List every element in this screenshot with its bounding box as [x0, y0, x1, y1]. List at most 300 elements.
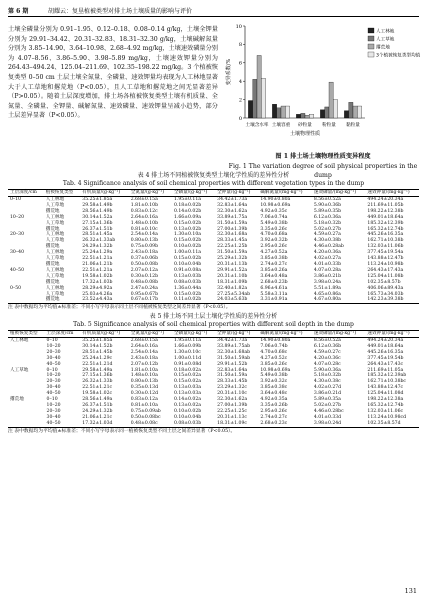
column-header: 全磷量/(g·kg⁻¹) — [172, 331, 215, 338]
table-cell: 0–10 — [10, 197, 22, 202]
table-cell: 2.95±0.26c — [260, 408, 288, 414]
bar — [257, 55, 261, 118]
table-cell: 2.07±0.12a — [130, 267, 158, 273]
table-cell: 0.83±0.12c — [130, 208, 158, 214]
table-cell: 4.70±0.68c — [260, 349, 288, 355]
table-cell: 2.54±0.14a — [130, 232, 158, 238]
figure-1 — [225, 20, 421, 150]
table5-caption-en: Tab. 5 Significance analysis of soil chemical properties with different soil depth in the dump — [73, 321, 354, 328]
table-cell: 34.42±1.73a — [217, 197, 248, 202]
table-cell: 10–20 — [46, 402, 61, 408]
table-4 — [8, 189, 419, 304]
table-cell: 1.36±0.44a — [173, 285, 201, 291]
table5-note: 注 表中数据均为平均值±标准差；不同小写字母表示同一植被恢复类型不同土层之间差异显著（P<0.05）。 — [8, 429, 236, 434]
legend-label: 人工草地 — [376, 37, 395, 43]
table-cell: 2.68±0.15a — [130, 197, 158, 202]
table-cell: 143.88±12.47b — [367, 256, 404, 262]
table-cell: 14.90±0.80a — [260, 197, 291, 202]
table-cell: 22.51±1.21c — [82, 385, 113, 391]
table-cell: 35.25±1.85a — [82, 197, 113, 202]
table-cell: 4.46±0.28ab — [313, 244, 344, 250]
table-cell: 20–30 — [10, 232, 24, 238]
table-cell: 0.15±0.02a — [173, 373, 201, 379]
table-cell: 0–10 — [46, 338, 58, 343]
bar — [272, 104, 276, 118]
table-cell: 40–50 — [46, 391, 61, 397]
table-cell: 2.64±0.16a — [130, 214, 158, 220]
table-cell: 0.13±0.02b — [173, 226, 202, 232]
table-cell: 1.95±0.11a — [173, 338, 201, 343]
table-cell: 25.29±1.32b — [217, 256, 248, 262]
bar — [357, 106, 361, 118]
column-header: 有机质量/(g·kg⁻¹) — [80, 190, 129, 197]
table-cell: 27.00±1.39b — [217, 402, 248, 408]
bar — [320, 110, 324, 118]
column-header: 土层深度/cm — [45, 331, 81, 338]
table-cell: 22.25±1.25c — [217, 408, 247, 414]
table-cell: 1.66±0.09b — [173, 343, 202, 349]
y-tick-label: 8 — [238, 42, 242, 49]
table-cell: 17.32±1.03d — [80, 421, 129, 427]
table-cell: 125.04±11.08b — [367, 273, 404, 279]
column-header: 有机质量/(g·kg⁻¹) — [80, 331, 129, 338]
table-cell: 0.18±0.02a — [173, 367, 201, 373]
table-cell: 20.31±1.13c — [217, 414, 247, 420]
table-cell: 1.81±0.10a — [130, 367, 158, 373]
table-cell: 26.32±1.33b — [82, 379, 113, 385]
table-cell: 20.31±1.10b — [217, 273, 248, 279]
table-cell: 32.30±1.62a — [217, 397, 248, 403]
table-cell: 18.31±1.09c — [215, 421, 258, 427]
table-cell: 20–30 — [46, 379, 61, 385]
body-paragraph: 土壤全磷量分别为 0.91–1.95、0.12–0.18、0.08–0.14 g/kg，土壤全钾量分别为 29.91–34.42、20.31–32.83、18.31–32.30 g/kg，土壤碱解氮量分别为 3.85–14.90、3.64–10.98、2.68–4.92 mg/kg，土壤速效磷量分别为 4.07–8.56、3.86–5.90、3.98–5.89 mg/kg，土壤速效钾量分别为 264.43–494.24、125.04–211.69、102.35–198.22 mg/kg。3 个植被恢复类型 0–50 cm 土层土壤全氮量、全磷量、速效钾量均表现为人工林地显著大于人工草地和撂荒地（P<0.05），且人工草地和撂荒地之间无显著差异（P>0.05）。随着土层深度增加，排土场各植被恢复类型土壤有机质量、全氮量、全磷量、全钾量、碱解氮量、速效磷量、速效钾量呈减小趋势，部分土层差异显著（P<0.05）。 — [8, 26, 218, 120]
bar — [248, 101, 252, 118]
figure-caption-cn: 图 1 排土场土壤物理性质变异程度 — [275, 153, 371, 160]
bar — [333, 100, 337, 118]
bar — [281, 106, 285, 118]
table-cell: 3.85±0.26a — [260, 267, 288, 273]
table-cell: 5.89±0.35a — [313, 397, 341, 403]
bar — [296, 114, 300, 118]
table-cell: 30.14±1.52a — [82, 214, 113, 220]
table-cell: 113.24±10.98cd — [367, 414, 407, 420]
table-cell: 40–50 — [46, 361, 61, 367]
table-cell: 撂荒地 — [44, 297, 81, 303]
table-cell: 0.95±0.67b — [130, 291, 159, 297]
bar — [353, 106, 357, 118]
table-cell: 10–20 — [46, 343, 61, 349]
table-cell: 28.51±1.45a — [82, 232, 113, 238]
table-cell: 28.56±1.49a — [82, 397, 113, 403]
table-cell: 10.98±0.69a — [260, 367, 291, 373]
column-header: 速效钾量/(mg·kg⁻¹) — [365, 190, 419, 197]
table-cell: 30–40 — [46, 414, 61, 420]
table-cell: 40–50 — [10, 267, 24, 273]
table-cell: 人工草地 — [45, 256, 65, 262]
table-cell: 0.80±0.13b — [130, 379, 159, 385]
table-cell: 撂荒地 — [45, 261, 60, 267]
table-cell: 31.50±1.59a — [217, 220, 248, 226]
table-cell: 撂荒地 — [45, 244, 60, 250]
table-cell: 132.03±11.06c — [367, 408, 404, 414]
table-cell: 人工草地 — [45, 238, 65, 244]
table-cell: 1.00±0.11a — [173, 250, 201, 256]
table-cell: 494.24±20.34a — [367, 197, 404, 202]
column-header: 全钾量/(g·kg⁻¹) — [215, 190, 258, 197]
table-cell: 0.13±0.03b — [173, 273, 202, 279]
table-cell: 4.30±0.38c — [313, 379, 341, 385]
table-cell — [8, 297, 44, 303]
table-cell: 35.25±1.85a — [82, 338, 113, 343]
table-cell: 24.29±1.32b — [82, 408, 113, 414]
table-cell: 494.24±20.34a — [367, 338, 404, 343]
table-cell: 3.92±0.32c — [260, 379, 288, 385]
table-cell: 人工林地 — [10, 338, 29, 343]
column-header: 植被恢复类型 — [8, 331, 45, 338]
table-cell: 40–50 — [45, 421, 81, 427]
table-cell: 人工草地 — [45, 202, 65, 208]
table-cell: 22.51±1.21d — [82, 361, 113, 367]
table-cell: 3.85±0.38c — [260, 385, 288, 391]
table-row — [8, 421, 419, 427]
table-cell: 264.43±17.43a — [367, 267, 404, 273]
table-cell: 32.40±1.82a — [217, 285, 248, 291]
legend-swatch — [368, 28, 374, 33]
page-header — [8, 5, 419, 17]
table-cell: 0–10 — [46, 367, 58, 373]
table-cell: 102.35±8.57d — [365, 421, 419, 427]
table-cell: 10–20 — [46, 373, 61, 379]
table-cell: 1.00±0.11d — [173, 355, 202, 361]
table-cell: 1.48±0.10a — [130, 373, 158, 379]
table-cell: 162.71±10.38bc — [367, 379, 407, 385]
table-cell: 6.12±0.36a — [313, 214, 341, 220]
table-cell: 165.73±34.03b — [367, 291, 404, 297]
table-cell: 185.32±12.39b — [367, 220, 404, 226]
table-cell: 0.30±0.12b — [130, 273, 159, 279]
table-cell: 撂荒地 — [45, 208, 60, 214]
table-cell: 0.75±0.09ab — [130, 408, 161, 414]
table-cell: 3.64±0.48c — [260, 391, 288, 397]
column-header: 植被恢复类型 — [44, 190, 81, 197]
table-cell: 4.92±0.35a — [260, 397, 288, 403]
table-cell: 0.30±0.12d — [130, 391, 159, 397]
table-cell: 0.10±0.04b — [173, 414, 202, 420]
table-cell: 19.58±1.02c — [82, 391, 113, 397]
table-cell: 5.58±3.11a — [260, 291, 288, 297]
table-cell: 20–30 — [46, 408, 61, 414]
table-cell: 人工草地 — [10, 367, 29, 373]
table-cell: 22.51±1.21a — [82, 267, 113, 273]
table-cell: 人工草地 — [45, 220, 65, 226]
table-cell: 377.45±19.54b — [367, 355, 404, 361]
table-cell: 6.12±0.36b — [313, 343, 342, 349]
table-cell: 27.25±5.34ab — [217, 291, 251, 297]
running-title: 胡耀云：复垦植被类型对排土场土壤质量的影响与评价 — [48, 8, 193, 15]
table-cell: 4.01±0.33b — [313, 261, 342, 267]
table-cell: 162.71±10.38b — [367, 238, 404, 244]
table-cell — [8, 421, 45, 427]
table-cell: 198.22±12.38a — [367, 397, 404, 403]
table-cell: 5.89±0.35b — [313, 208, 342, 214]
table-cell: 3.86±0.21b — [313, 273, 342, 279]
table-cell: 34.42±1.73a — [217, 338, 248, 343]
table-cell: 人工林地 — [45, 267, 65, 273]
figure-caption-en: Fig. 1 The variation degree of soil physical properties in the dump — [228, 162, 418, 180]
column-header: 全氮量/(g·kg⁻¹) — [129, 190, 172, 197]
table-cell: 0.13±0.03a — [173, 385, 201, 391]
table-cell: 4.07±0.28a — [313, 267, 341, 273]
table-cell: 0.15±0.02b — [173, 238, 202, 244]
table-cell: 17.32±1.03b — [82, 279, 113, 285]
table-cell: 6.96±4.61a — [260, 285, 288, 291]
column-header: 碱解氮量/(mg·kg⁻¹) — [258, 190, 312, 197]
table-cell: 0.13±0.03a — [173, 391, 201, 397]
table-cell: 3.31±0.91a — [258, 297, 312, 303]
table-cell: 0.48±0.08c — [129, 421, 172, 427]
table-cell: 211.69±11.05a — [367, 367, 404, 373]
table-cell: 19.58±1.02b — [82, 273, 113, 279]
legend-label: 撂荒地 — [376, 45, 390, 51]
table-cell: 21.06±1.21c — [82, 414, 113, 420]
table-cell: 27.15±1.36b — [82, 373, 113, 379]
page-number: 131 — [404, 587, 417, 595]
table-cell: 22.25±1.25b — [217, 244, 248, 250]
table-cell: 0.15±0.02b — [173, 256, 202, 262]
table-cell: 22.51±1.21a — [82, 256, 113, 262]
table-cell: 人工林地 — [45, 232, 65, 238]
table-cell: 2.47±0.24a — [130, 285, 158, 291]
table-cell: 165.32±12.74b — [367, 226, 404, 232]
legend-swatch — [368, 44, 374, 49]
column-header: 全氮量/(g·kg⁻¹) — [129, 331, 172, 338]
table-cell: 26.37±1.51b — [82, 402, 113, 408]
table-cell: 0.10±0.02b — [173, 244, 202, 250]
column-header: 全钾量/(g·kg⁻¹) — [215, 331, 258, 338]
table-cell: 2.64±0.16a — [130, 343, 158, 349]
table-cell: 0.50±0.08b — [130, 261, 159, 267]
table-cell: 1.81±0.10b — [130, 202, 159, 208]
table-cell: 113.24±10.98b — [367, 261, 404, 267]
table5-caption — [8, 313, 419, 329]
y-axis-label: 变异系数/% — [226, 58, 232, 86]
table-cell: 445.26±16.35a — [367, 349, 404, 355]
bar — [285, 106, 289, 118]
table-cell: 2.74±0.27c — [260, 414, 288, 420]
x-axis-label: 土壤物理性质 — [289, 131, 321, 137]
table-cell: 3.98±0.24d — [312, 421, 366, 427]
table-cell: 0.91±0.08d — [173, 361, 202, 367]
bar — [349, 102, 353, 118]
table-cell: 445.26±16.35a — [367, 232, 404, 238]
table-cell: 8.56±0.52a — [313, 338, 341, 343]
table-cell: 0–10 — [46, 397, 58, 403]
table4-caption-en: Tab. 4 Significance analysis of soil chemical properties with different vegetation types in the dump — [62, 180, 365, 187]
table-cell: 1.30±0.10c — [173, 349, 201, 355]
x-tick-label: 土壤含水率 — [245, 123, 269, 128]
table-cell: 0.67±0.17b — [129, 297, 172, 303]
table-cell: 5.02±0.27b — [313, 402, 342, 408]
bar — [325, 107, 329, 118]
table-cell: 5.49±0.38b — [260, 373, 288, 379]
issue-label: 第 6 期 — [8, 8, 29, 15]
table-cell: 撂荒地 — [45, 279, 60, 285]
table-cell: 32.30±1.68a — [217, 232, 248, 238]
table-cell: 28.56±1.49b — [82, 208, 113, 214]
y-tick-label: 2 — [238, 97, 242, 104]
table-cell: 14.90±0.80a — [260, 338, 291, 343]
x-tick-label: 土壤容重 — [271, 123, 291, 128]
table-cell: 25.24±1.29a — [82, 250, 113, 256]
bar — [344, 111, 348, 118]
table-cell: 2.68±0.23b — [260, 279, 288, 285]
table-5 — [8, 330, 419, 428]
table-cell: 3.85±0.38b — [260, 256, 288, 262]
table-cell: 0.15±0.02a — [173, 379, 201, 385]
table-cell: 4.46±0.28bc — [313, 408, 344, 414]
table-cell: 27.00±1.39b — [217, 226, 248, 232]
column-header: 速效磷量/(mg·kg⁻¹) — [312, 190, 366, 197]
table-cell: 29.91±1.52a — [217, 267, 248, 273]
table-cell: 3.35±0.26c — [260, 226, 288, 232]
table-cell: 449.01±18.64a — [367, 343, 404, 349]
table-cell: 102.35±8.57b — [367, 279, 401, 285]
table-cell: 449.01±18.64a — [367, 214, 404, 220]
table-cell: 人工林地 — [45, 214, 65, 220]
table-cell: 29.58±1.49a — [82, 367, 113, 373]
table-cell: 2.07±0.12b — [130, 361, 159, 367]
table-cell: 5.90±0.36a — [313, 367, 341, 373]
table-cell: 0–50 — [10, 285, 22, 291]
column-header: 速效钾量/(mg·kg⁻¹) — [365, 331, 419, 338]
table-cell: 0.14±0.02a — [173, 397, 201, 403]
x-tick-label: 粉粒量 — [322, 123, 336, 128]
bar-chart — [225, 20, 421, 150]
table-cell: 4.07±0.28c — [313, 361, 341, 367]
table-cell: 5.18±0.32b — [313, 220, 342, 226]
table-cell: 5.49±0.38b — [260, 220, 288, 226]
table-cell: 4.67±0.80a — [312, 297, 366, 303]
table-cell: 198.22±12.38b — [367, 208, 404, 214]
column-header: 速效磷量/(mg·kg⁻¹) — [312, 331, 366, 338]
table-cell: 0.91±0.08a — [173, 267, 201, 273]
table-cell: 32.30±1.68ab — [217, 349, 251, 355]
table-cell: 0.83±0.12a — [130, 397, 158, 403]
table-cell: 撂荒地 — [45, 226, 60, 232]
table-cell: 2.43±0.18a — [130, 250, 158, 256]
table4-note: 注 表中数据均为平均值±标准差；不同小写字母表示同土层不同植被恢复类型之间差异显著（P<0.05）。 — [8, 305, 231, 310]
table-cell: 0.13±0.02a — [173, 402, 201, 408]
table-cell: 0.15±0.02b — [173, 291, 202, 297]
table-cell: 0.18±0.02b — [173, 202, 202, 208]
table-cell: 人工林地 — [45, 285, 65, 291]
table-cell: 132.03±11.06b — [367, 244, 404, 250]
table-cell: 185.32±12.39ab — [367, 373, 407, 379]
table-cell: 0.10±0.04b — [173, 261, 202, 267]
table-cell: 3.86±0.21d — [313, 391, 342, 397]
table-cell: 0.80±0.13b — [130, 238, 159, 244]
table-cell: 0.08±0.03b — [173, 279, 202, 285]
table-cell: 0.10±0.02b — [173, 408, 202, 414]
table-cell: 人工草地 — [45, 291, 65, 297]
table-cell: 4.20±0.36a — [313, 250, 341, 256]
y-tick-label: 6 — [238, 60, 242, 67]
table-cell: 4.27±0.52c — [260, 355, 288, 361]
table-cell: 1.48±0.10b — [130, 220, 159, 226]
table-cell: 24.29±1.32b — [82, 244, 113, 250]
table-cell: 143.88±12.47c — [367, 385, 404, 391]
x-tick-label: 砂粒量 — [298, 123, 312, 128]
table4-caption — [8, 172, 419, 188]
table-cell: 4.02±0.27a — [313, 256, 341, 262]
table-cell: 3.64±0.48a — [260, 273, 288, 279]
table-cell: 0.11±0.02b — [172, 297, 215, 303]
table-cell: 30–40 — [46, 385, 61, 391]
x-tick-label: 黏粒量 — [346, 123, 360, 128]
table-cell: 2.54±0.14a — [130, 349, 158, 355]
table-cell: 0.75±0.09b — [130, 244, 159, 250]
table-cell: 33.89±1.75ab — [217, 343, 251, 349]
table-cell: 1.66±0.09a — [173, 214, 201, 220]
table-cell: 0.14±0.02b — [173, 208, 202, 214]
table-cell: 0.15±0.02b — [173, 220, 202, 226]
table-cell: 31.50±1.59a — [217, 250, 248, 256]
column-header: 全磷量/(g·kg⁻¹) — [172, 190, 215, 197]
table-cell: 31.50±1.59a — [217, 373, 248, 379]
table-cell: 25.03±4.26a — [82, 291, 113, 297]
table-cell: 7.06±0.74a — [260, 214, 288, 220]
table-cell: 29.58±1.49b — [82, 202, 113, 208]
bar — [261, 78, 265, 118]
table-cell: 0.08±0.03b — [172, 421, 215, 427]
table-cell: 32.83±1.64a — [217, 202, 248, 208]
table-cell: 26.37±1.51b — [82, 226, 113, 232]
table-cell: 21.06±1.21b — [82, 261, 113, 267]
table-cell: 2.68±0.15a — [130, 338, 158, 343]
table-cell: 0.81±0.10c — [130, 226, 158, 232]
bar — [301, 113, 305, 118]
table-cell: 4.59±0.27a — [313, 232, 341, 238]
table-cell: 30–40 — [46, 355, 61, 361]
legend-label: 人工林地 — [376, 29, 395, 35]
table-cell: 人工林地 — [45, 197, 65, 202]
table-cell: 1.30±0.10a — [173, 232, 201, 238]
table-cell: 20–30 — [46, 349, 61, 355]
table-cell: 142.23±39.38b — [365, 297, 419, 303]
table-cell: 30.14±1.52b — [82, 343, 113, 349]
table-cell: 211.69±11.05b — [367, 202, 404, 208]
table-cell: 10.98±0.69a — [260, 202, 291, 208]
legend-swatch — [368, 52, 374, 57]
legend-swatch — [368, 36, 374, 41]
bar — [309, 114, 313, 118]
table5-caption-cn: 表 5 排土场不同土层土壤化学性质的差异性分析 — [149, 313, 278, 320]
table-cell: 4.70±0.68a — [260, 232, 288, 238]
table-cell: 4.65±0.86a — [313, 291, 341, 297]
table-cell: 125.04±11.08d — [367, 391, 404, 397]
table-cell: 26.32±1.33ab — [82, 238, 116, 244]
table-cell: 28.29±4.92a — [82, 285, 113, 291]
table-cell: 20.31±1.13b — [217, 261, 248, 267]
bar — [305, 115, 309, 118]
table-cell: 0.35±0.13d — [130, 385, 159, 391]
table-cell: 0.50±0.08bc — [130, 414, 161, 420]
table-cell: 32.83±1.64a — [217, 367, 248, 373]
table-cell: 1.95±0.11a — [173, 197, 201, 202]
table-cell: 28.33±1.45a — [217, 238, 248, 244]
table-cell: 31.50±1.59ab — [217, 355, 251, 361]
table-cell: 4.59±0.27c — [313, 349, 341, 355]
